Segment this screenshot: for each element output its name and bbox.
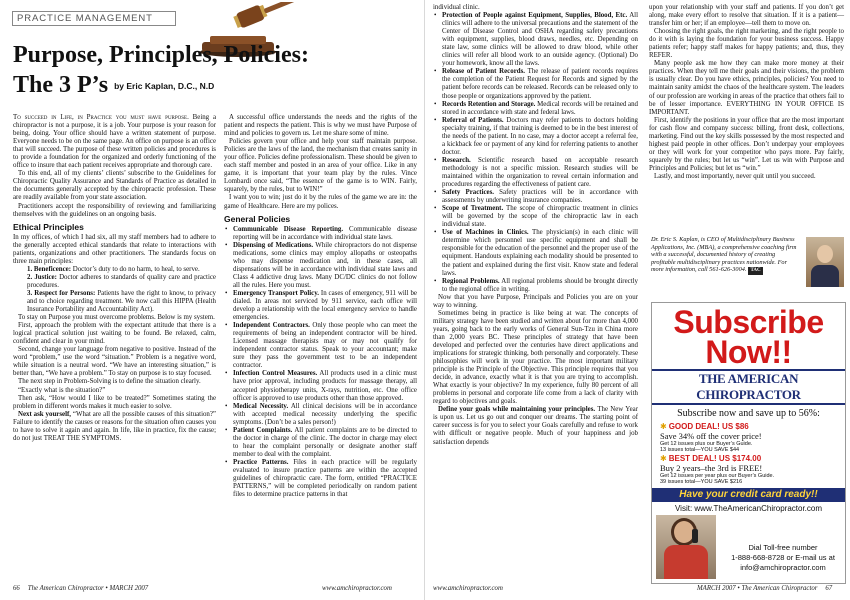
deal-title-row (660, 454, 845, 463)
deal-good[interactable] (660, 422, 845, 453)
item-term: Use of Machines in Clinics. (442, 229, 529, 237)
ad-headline-1: Subscribe (673, 304, 824, 340)
list-item (442, 12, 638, 68)
item-text: Scientific research based on acceptable research methodology is not a specific mission. Research studies will be maintained within the organization to reveal certain information and procedures regarding the effectiveness of patient care. (442, 156, 638, 189)
list-item (233, 226, 417, 242)
ad-headline (652, 304, 845, 370)
item-term: Emergency Transport Policy. (233, 289, 320, 297)
list-item (442, 189, 638, 205)
paragraph: Sometimes being in practice is like being at war. The concepts of military strategy have been studied and written about for more than 4,000 years, going back to the early works of General Sun-Tzu in China more than 2,000 years BC. These principles of strategy that have been developed and perfected over the centuries have direct applications and implications for strategic thinking, both personally and corporately. These philosophies will work in your practice. The most important military principle is the Principle of the Objective. This principle requires that you decide, in advance, exactly what it is that you are trying to accomplish. What exactly is your objective? In my experience, fully 80 percent of all problems in personal and corporate life come from a lack of clarity with regard to objectives and goals. (433, 309, 638, 406)
deal-line-2: Get 12 issues per year plus our Buyer’s Guide. (660, 473, 775, 479)
deal-title: BEST DEAL! US $174.00 (668, 454, 762, 463)
item-text: Doctor adheres to standards of quality care and practice procedures. (27, 273, 216, 289)
paragraph: In my offices, of which I had six, all my staff members had to adhere to the generally accepted ethical standards that relate to interactions with patients, organizations and other practitioners. The standards focus on three main principles: (13, 233, 216, 265)
paragraph-rest: The New Year is upon us. Let us go out and conquer our dreams. The starting point of career success is for you to select your Goals carefully and refuse to work with difficult or negative people. Much of your happiness and job satisfaction depends (433, 406, 638, 446)
item-term: Independent Contractors. (233, 322, 310, 330)
deal-line-3: 39 issues total—YOU SAVE $216 (660, 479, 743, 485)
credit-card-banner: Have your credit card ready!! (652, 488, 845, 502)
item-text: All products used in a clinic must have prior approval, including products for massage therapy, all accepted physiotherapy units, X-rays, nutrition, etc. One office officer is approved to use products other than those approved. (233, 370, 417, 402)
policies-list (224, 226, 417, 500)
item-text: Safety practices will be in accordance with assessments by underwriting insurance companies. (442, 189, 638, 205)
paragraph: individual clinic. (433, 4, 480, 11)
column-a (13, 114, 216, 443)
list-item (233, 459, 417, 499)
item-term: Patient Complaints. (233, 426, 293, 434)
paragraph: First, identify the positions in your office that are the most important for cash flow and company success: billing, front desk, collections, marketing. Find out the key skills possessed by the most respected and highest paid people in other offices. Don’t underpay your employees or they will work for your competitor who pays more. Pay fairly, squarely by the rules; but let us “win”. Let us win with Purpose and Principles and Policies; but let us “win.” (649, 116, 844, 172)
ad-contact (724, 543, 842, 573)
paragraph: Second, change your language from negative to positive. Instead of the word “problem,” use the word “situation.” Problem is a negative word, while situation is a neutral word. “We have an interesting situation,” is better than, “We have a problem.” To stay on purpose is to stay focused. (13, 346, 216, 378)
headline-line-2-text: The 3 P’s (13, 72, 109, 98)
paragraph-lead: Define your goals while maintaining your principles. (438, 406, 596, 414)
ad-photo-woman-on-phone (656, 515, 716, 579)
item-term: Scope of Treatment. (442, 205, 504, 213)
deal-line-1: Save 34% off the cover price! (660, 431, 762, 441)
footer-left (13, 585, 148, 592)
paragraph: Then ask, “How would I like to be treated?” Sometimes stating the problem in different words makes it much easier to solve. (13, 394, 216, 410)
item-text: The scope of chiropractic treatment in clinics will be governed by the scope of the chiropractic law in each individual state. (442, 205, 638, 229)
subhead-general-policies: General Policies (224, 213, 291, 224)
item-term: Medical Necessity. (233, 402, 289, 410)
item-text: The physician(s) in each clinic will determine which personnel use specific equipment and shall be responsible for the education of the personnel and the proper use of the equipment. Handouts explaining each modality should be presented to the patient and explained during the first visit. Know state and federal laws. (442, 229, 639, 277)
page-number: 66 (13, 585, 20, 592)
tac-badge: TAC (750, 268, 761, 274)
paragraph: Lastly, and most importantly, never quit until you succeed. (654, 172, 816, 180)
paragraph: The next step in Problem-Solving is to define the situation clearly. (18, 378, 201, 386)
policies-list-continued (433, 12, 638, 294)
paragraph: upon your relationship with your staff and patients. If you don’t get along, make every effort to resolve that situation. If it is a patient—transfer him or her; if an employee—tell them to move on. (649, 4, 844, 28)
list-item (27, 266, 216, 274)
ad-website-link[interactable]: Visit: www.TheAmericanChiropractor.com (674, 504, 822, 513)
column-c (433, 4, 638, 447)
item-text: In cases of emergency, 911 will be dialed. In areas not serviced by 911 service, each office will develop a relationship with the local emergency service to handle emergencies. (233, 289, 417, 322)
item-text: All clinics will adhere to the universal precautions and the statement of the Center of Disease Control and OSHA regarding safety precautions with equipment, supplies, blood draws, needles, etc. Depending on state law, some clinics will be allowed to draw blood, while other clinics will refer all blood work to an outside agency. (Optional) Do your homework, know all the laws. (442, 12, 639, 68)
item-text: Doctor’s duty to do no harm, to heal, to serve. (71, 265, 200, 273)
deal-line-1: Buy 2 years–the 3rd is FREE! (660, 463, 763, 473)
byline: by Eric Kaplan, D.C., N.D (114, 81, 215, 92)
paragraph: Now that you have Purpose, Principals and Policies you are on your way to winning. (433, 293, 638, 309)
paragraph: To this end, all of my clients’ clients’ subscribe to the Guidelines for Chiropractic Quality Assurance and Standards of Practice as detailed in the documents generally accepted by the chiropractic profession. These are readily available from your state association. (13, 170, 216, 202)
list-item (27, 290, 216, 314)
paragraph: To stay on Purpose you must overcome problems. Below is my system. (18, 314, 215, 322)
paragraph: A successful office understands the needs and the rights of the patient and respects the patient. This is why we must have Purpose of mind and policies to govern us. Let me share some of mine. (224, 114, 417, 138)
item-text: While chiropractors do not dispense medications, some clinics may employ allopaths or osteopaths who may dispense medication and, in these cases, all dispensations will be in accordance with individual state laws and Class 4 addictive drug laws. Many DC/DC clinics do not follow all the rules. Here you must. (233, 241, 417, 289)
item-text: All clinical decisions will be in accordance with accepted medical necessity underlying the specific symptoms. (Don’t be a sales person!) (233, 402, 417, 426)
paragraph (433, 406, 638, 446)
list-item (442, 229, 638, 277)
footer-left-url[interactable]: www.amchiropractor.com (322, 585, 392, 592)
star-icon: ✱ (660, 422, 667, 431)
item-term: Beneficence: (33, 265, 72, 273)
author-suit (811, 265, 839, 287)
head (674, 521, 694, 543)
ad-headline-2: Now!! (705, 334, 792, 370)
deal-line-2: Get 12 issues plus our Buyer’s Guide. (660, 441, 753, 447)
item-term: Records Retention and Storage. (442, 100, 536, 108)
list-item (233, 370, 417, 402)
list-item (442, 117, 638, 157)
item-term: Infection Control Measures. (233, 370, 318, 378)
phone-icon (692, 529, 698, 543)
intro-rest: Being a chiropractor is not a purpose, it is a job. Your purpose is your reason for being, doing. Your office should have a written statement of purpose. Everyone needs to be on the same page. An office on purpose is an office that will succeed. The purpose of these written policies and procedures is to provide a foundation for the organized and orderly functioning of the office to insure that each patient receives appropriate and thorough care. (13, 114, 217, 170)
item-text: Only those people who can meet the requirements of being an independent contractor will be hired. Licensed massage therapists may or may not qualify for independent contractor status. Speak to your accountant; make sure they pass the government test to be an independent contractor. (233, 322, 417, 370)
footer-right (697, 585, 832, 592)
item-text: Files in each practice will be regularly evaluated to insure practice patterns are within the accepted guidelines of chiropractic care. The form, entitled “PRACTICE PATTERNS,” will be completed periodically on random patient files to determine practice patterns in that (233, 458, 417, 499)
item-number: 2. (27, 273, 33, 281)
intro-paragraph (13, 114, 216, 170)
intro-lead: To succeed in Life, in Practice you must have purpose. (13, 114, 189, 121)
item-text: The release of patient records requires the completion of the Patient Request for Records and signed by the patient before records can be released. Records can be released only to those people or organizations approved by the patient. (442, 68, 638, 100)
author-face (817, 245, 833, 263)
headline-line-1: Purpose, Principles, Policies: (13, 42, 309, 68)
paragraph-rest: “What are all the possible causes of this situation?” Failure to identify the causes or reasons for the situation often causes you to have to solve it again and again. In life, like in practice, fix the cause; do not just TREAT THE SYMPTOMS. (13, 410, 216, 442)
item-term: Dispensing of Medications. (233, 241, 314, 249)
article-headline (13, 40, 313, 101)
deal-line-3: 13 issues total—YOU SAVE $44 (660, 447, 740, 453)
deal-best[interactable] (660, 454, 845, 485)
bio-text (651, 236, 801, 275)
list-item (442, 68, 638, 100)
paragraph: First, approach the problem with the expectant attitude that there is a logical practical solution just waiting to be found. Be relaxed, calm, confident and clear in your mind. (13, 322, 216, 346)
ad-phone-number[interactable]: 1-888-668-8728 or E-mail us at (731, 553, 835, 562)
list-item (442, 278, 638, 294)
footer-magazine: The American Chiropractor • MARCH 2007 (27, 585, 149, 592)
item-text: All patient complaints are to be directed to the doctor in charge of the clinic. The doctor in charge may elect to hear the complaint personally or designate another staff member to deal with the complaint. (233, 426, 417, 458)
deal-title: GOOD DEAL! US $86 (668, 422, 749, 431)
paragraph: Many people ask me how they can make more money at their practices. When they tell me their goals and their visions, the problem is usually clear. Do you have ethics, principles, policies? You need to maintain sanity amidst the chaos of the healthcare system. The leaders of our profession are working in areas of the practice that others fail to be of lesser importance. EVERYTHING IN YOUR OFFICE IS IMPORTANT. (649, 60, 844, 116)
item-number: 3. (27, 289, 33, 297)
page-number: 67 (825, 585, 833, 592)
list-item (27, 274, 216, 290)
author-bio (651, 236, 844, 298)
torso (664, 545, 708, 579)
column-d (649, 4, 844, 181)
item-term: Communicable Disease Reporting. (233, 225, 344, 233)
item-term: Research. (442, 156, 471, 164)
headline-line-2 (13, 70, 313, 101)
footer-magazine: MARCH 2007 • The American Chiropractor (697, 585, 818, 592)
list-item (233, 403, 417, 427)
list-item (233, 322, 417, 370)
item-text: Doctors may refer patients to doctors holding specialty training, if that training is deemed to be in the best interest of the needs of the patient. In no case, may a doctor accept a referral fee, a kickback fee or payment of any kind for referring patients to another doctor. (442, 116, 638, 156)
item-term: Referral of Patients. (442, 116, 504, 124)
ad-save-line: Subscribe now and save up to 56%: (677, 408, 820, 419)
item-term: Practice Patterns. (233, 458, 289, 466)
item-text: Communicable disease reporting will be in accordance with individual state laws. (233, 225, 417, 241)
list-item (233, 290, 417, 322)
list-item (442, 205, 638, 229)
item-term: Justice: (34, 273, 57, 281)
item-term: Safety Practices. (442, 189, 495, 197)
footer-right-url[interactable]: www.amchiropractor.com (433, 585, 503, 592)
item-text: Patients have the right to know, to privacy and to choice regarding treatment. We now call this HIPPA (Health Insurance Portability and Accountability Act). (27, 289, 216, 314)
item-term: Regional Problems. (442, 277, 500, 285)
paragraph: Choosing the right goals, the right marketing, and the right people to do it with is laying the foundation for your business success. Happy patients refer; happy staff makes for happy patients; and, thus, they REFER. (649, 28, 844, 60)
paragraph-lead: Next ask yourself, (18, 410, 72, 418)
item-term: Release of Patient Records. (442, 68, 525, 76)
paragraph: “Exactly what is the situation?” (18, 386, 106, 394)
paragraph (13, 411, 216, 443)
paragraph: Policies govern your office and help your staff maintain purpose. Policies are the laws of the land, the mechanism that creates sanity in your office. Policies define professionalism. These should be given to each staff member and posted in an area of your office. Like in any game, it is important that your team play by the rules. Vince Lombardi once said, “The essence of the game is to WIN. Fairly, squarely, by the rules, but to WIN!” (224, 138, 417, 194)
item-text: Medical records will be retained and stored in accordance with state and federal laws. (442, 100, 638, 116)
column-b (224, 114, 417, 499)
ad-email[interactable]: info@amchiropractor.com (740, 563, 826, 572)
section-tag: PRACTICE MANAGEMENT (12, 11, 176, 26)
subscription-ad[interactable] (651, 302, 846, 584)
paragraph: Practitioners accept the responsibility of reviewing and familiarizing themselves with the guidelines on an ongoing basis. (13, 202, 216, 218)
subhead-ethical-principles: Ethical Principles (13, 221, 84, 232)
principles-list (13, 266, 216, 314)
bio-body: Dr. Eric S. Kaplan, is CEO of Multidisciplinary Business Applications, Inc. (MBA), a comprehensive coaching firm with a successful, documented history of creating profitable multidisciplinary practices nationwide. For more information, call 561-626-3004. (651, 236, 797, 274)
item-number: 1. (27, 265, 33, 273)
list-item (233, 427, 417, 459)
list-item (442, 157, 638, 189)
item-term: Protection of People against Equipment, Supplies, Blood, Etc. (442, 12, 628, 20)
paragraph: I want you to win; just do it by the rules of the game we are in: the game of Healthcare. Here are my polices. (224, 194, 417, 210)
right-page (425, 0, 850, 600)
ad-dial-label: Dial Toll-free number (748, 543, 818, 552)
author-photo (806, 237, 844, 287)
deal-title-row (660, 422, 845, 431)
ad-magazine-name: THE AMERICAN CHIROPRACTOR (652, 369, 845, 405)
item-term: Respect for Persons: (34, 289, 96, 297)
star-icon: ✱ (660, 454, 667, 463)
list-item (233, 242, 417, 290)
list-item (442, 101, 638, 117)
item-text: All regional problems should be brought directly to the regional office in writing. (442, 277, 638, 293)
